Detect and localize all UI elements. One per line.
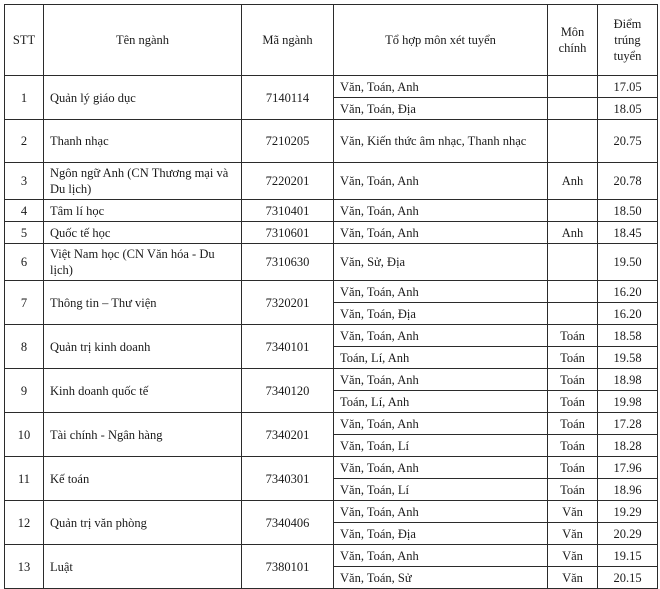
column-header-major-name: Tên ngành	[44, 5, 242, 76]
cell-subject-combination: Văn, Toán, Anh	[334, 76, 548, 98]
cell-admission-score: 18.05	[598, 98, 658, 120]
cell-main-subject: Văn	[548, 501, 598, 523]
table-row	[5, 244, 658, 281]
cell-subject-combination: Văn, Sử, Địa	[334, 244, 548, 281]
cell-subject-combination: Văn, Toán, Anh	[334, 369, 548, 391]
cell-major-code: 7310601	[242, 222, 334, 244]
cell-main-subject: Toán	[548, 457, 598, 479]
cell-stt: 7	[5, 281, 44, 325]
cell-major-code: 7340120	[242, 369, 334, 413]
cell-admission-score: 18.45	[598, 222, 658, 244]
cell-major-name: Kinh doanh quốc tế	[44, 369, 242, 413]
cell-subject-combination: Văn, Toán, Địa	[334, 303, 548, 325]
cell-subject-combination: Văn, Toán, Anh	[334, 501, 548, 523]
column-header-major-code: Mã ngành	[242, 5, 334, 76]
cell-main-subject: Toán	[548, 347, 598, 369]
table-row	[5, 545, 658, 567]
cell-admission-score: 18.96	[598, 479, 658, 501]
cell-subject-combination: Toán, Lí, Anh	[334, 347, 548, 369]
cell-major-code: 7310630	[242, 244, 334, 281]
cell-main-subject: Văn	[548, 567, 598, 589]
cell-admission-score: 19.50	[598, 244, 658, 281]
cell-major-code: 7340406	[242, 501, 334, 545]
table-row	[5, 413, 658, 435]
cell-stt: 12	[5, 501, 44, 545]
cell-major-name: Ngôn ngữ Anh (CN Thương mại và Du lịch)	[44, 163, 242, 200]
cell-admission-score: 17.96	[598, 457, 658, 479]
cell-admission-score: 19.98	[598, 391, 658, 413]
cell-major-code: 7340201	[242, 413, 334, 457]
cell-subject-combination: Văn, Toán, Anh	[334, 325, 548, 347]
cell-subject-combination: Văn, Toán, Anh	[334, 545, 548, 567]
cell-subject-combination: Văn, Toán, Anh	[334, 281, 548, 303]
cell-admission-score: 20.78	[598, 163, 658, 200]
cell-main-subject: Toán	[548, 435, 598, 457]
cell-subject-combination: Văn, Toán, Anh	[334, 457, 548, 479]
cell-major-name: Thanh nhạc	[44, 120, 242, 163]
cell-admission-score: 16.20	[598, 303, 658, 325]
cell-major-name: Quản trị văn phòng	[44, 501, 242, 545]
cell-main-subject	[548, 120, 598, 163]
cell-subject-combination: Văn, Toán, Sử	[334, 567, 548, 589]
cell-subject-combination: Văn, Kiến thức âm nhạc, Thanh nhạc	[334, 120, 548, 163]
cell-subject-combination: Toán, Lí, Anh	[334, 391, 548, 413]
cell-subject-combination: Văn, Toán, Lí	[334, 479, 548, 501]
cell-admission-score: 20.15	[598, 567, 658, 589]
table-row	[5, 501, 658, 523]
table-row	[5, 76, 658, 98]
cell-main-subject	[548, 76, 598, 98]
cell-stt: 2	[5, 120, 44, 163]
table-body	[5, 76, 658, 589]
cell-admission-score: 17.05	[598, 76, 658, 98]
table-header	[5, 5, 658, 76]
cell-admission-score: 18.98	[598, 369, 658, 391]
column-header-score: Điểm trúng tuyển	[598, 5, 658, 76]
cell-stt: 4	[5, 200, 44, 222]
header-row	[5, 5, 658, 76]
cell-subject-combination: Văn, Toán, Anh	[334, 200, 548, 222]
cell-admission-score: 18.28	[598, 435, 658, 457]
cell-main-subject: Toán	[548, 413, 598, 435]
cell-major-code: 7320201	[242, 281, 334, 325]
cell-major-code: 7310401	[242, 200, 334, 222]
cell-admission-score: 18.50	[598, 200, 658, 222]
cell-main-subject: Toán	[548, 369, 598, 391]
cell-major-code: 7140114	[242, 76, 334, 120]
cell-subject-combination: Văn, Toán, Địa	[334, 523, 548, 545]
cell-admission-score: 20.29	[598, 523, 658, 545]
cell-admission-score: 17.28	[598, 413, 658, 435]
table-row	[5, 325, 658, 347]
column-header-combination: Tổ hợp môn xét tuyển	[334, 5, 548, 76]
cell-admission-score: 20.75	[598, 120, 658, 163]
cell-major-name: Tài chính - Ngân hàng	[44, 413, 242, 457]
cell-main-subject	[548, 281, 598, 303]
cell-subject-combination: Văn, Toán, Địa	[334, 98, 548, 120]
cell-main-subject: Toán	[548, 479, 598, 501]
cell-main-subject	[548, 98, 598, 120]
cell-subject-combination: Văn, Toán, Anh	[334, 222, 548, 244]
table-row	[5, 281, 658, 303]
table-row	[5, 369, 658, 391]
cell-stt: 8	[5, 325, 44, 369]
cell-main-subject: Toán	[548, 325, 598, 347]
cell-major-name: Quản trị kinh doanh	[44, 325, 242, 369]
table-row	[5, 163, 658, 200]
cell-main-subject: Văn	[548, 523, 598, 545]
cell-main-subject	[548, 200, 598, 222]
cell-stt: 6	[5, 244, 44, 281]
cell-stt: 5	[5, 222, 44, 244]
cell-major-name: Tâm lí học	[44, 200, 242, 222]
cell-admission-score: 19.15	[598, 545, 658, 567]
cell-stt: 3	[5, 163, 44, 200]
cell-major-name: Việt Nam học (CN Văn hóa - Du lịch)	[44, 244, 242, 281]
admission-score-table	[4, 4, 658, 589]
cell-main-subject: Anh	[548, 222, 598, 244]
cell-major-name: Kế toán	[44, 457, 242, 501]
cell-main-subject: Anh	[548, 163, 598, 200]
column-header-stt: STT	[5, 5, 44, 76]
cell-main-subject: Toán	[548, 391, 598, 413]
cell-main-subject	[548, 303, 598, 325]
cell-admission-score: 18.58	[598, 325, 658, 347]
cell-major-name: Luật	[44, 545, 242, 589]
cell-subject-combination: Văn, Toán, Lí	[334, 435, 548, 457]
cell-stt: 1	[5, 76, 44, 120]
table-row	[5, 120, 658, 163]
table-row	[5, 222, 658, 244]
column-header-main-subject: Môn chính	[548, 5, 598, 76]
cell-major-name: Thông tin – Thư viện	[44, 281, 242, 325]
cell-stt: 13	[5, 545, 44, 589]
cell-main-subject: Văn	[548, 545, 598, 567]
cell-major-name: Quản lý giáo dục	[44, 76, 242, 120]
cell-major-code: 7210205	[242, 120, 334, 163]
cell-main-subject	[548, 244, 598, 281]
cell-admission-score: 19.29	[598, 501, 658, 523]
cell-stt: 9	[5, 369, 44, 413]
cell-admission-score: 16.20	[598, 281, 658, 303]
table-row	[5, 457, 658, 479]
cell-major-code: 7380101	[242, 545, 334, 589]
cell-stt: 11	[5, 457, 44, 501]
cell-major-code: 7340101	[242, 325, 334, 369]
cell-major-code: 7340301	[242, 457, 334, 501]
cell-major-code: 7220201	[242, 163, 334, 200]
table-row	[5, 200, 658, 222]
cell-subject-combination: Văn, Toán, Anh	[334, 163, 548, 200]
cell-major-name: Quốc tế học	[44, 222, 242, 244]
cell-subject-combination: Văn, Toán, Anh	[334, 413, 548, 435]
cell-admission-score: 19.58	[598, 347, 658, 369]
cell-stt: 10	[5, 413, 44, 457]
